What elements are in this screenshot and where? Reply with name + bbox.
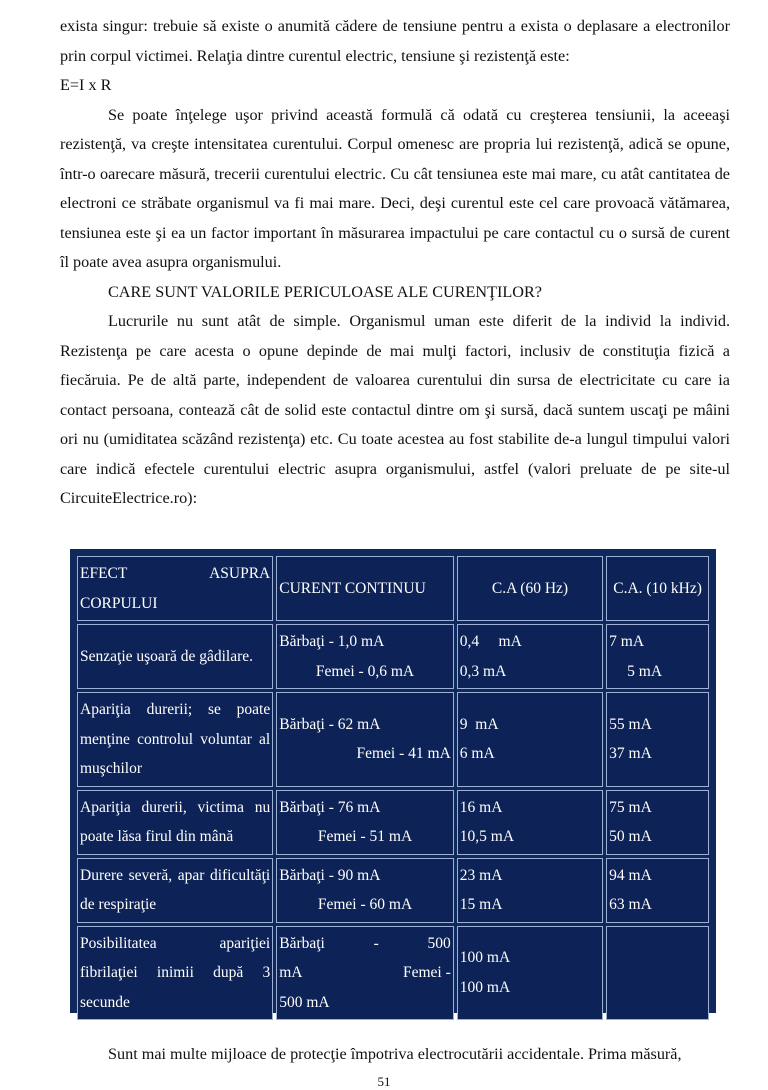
text-block-top	[60, 12, 730, 514]
paragraph-4: Sunt mai multe mijloace de protecţie împotriva electrocutării accidentale. Prima măsură,	[108, 1045, 682, 1063]
row-effect: Senzaţie uşoară de gâdilare.	[77, 624, 273, 689]
header-effect: EFECT ASUPRA CORPULUI	[77, 556, 273, 621]
row-ac10k: 75 mA 50 mA	[606, 790, 709, 855]
row-ac60: 9 mA 6 mA	[457, 692, 603, 787]
row-dc: Bărbaţi - 1,0 mA Femei - 0,6 mA	[276, 624, 454, 689]
table-row	[77, 858, 709, 923]
effects-table-frame	[70, 549, 716, 1013]
paragraph-1: exista singur: trebuie să existe o anumită cădere de tensiune pentru a exista o deplasare a electronilor prin corpul victimei. Relaţia dintre curentul electric, tensiune şi rezistenţă este:	[60, 17, 730, 65]
row-effect: Durere severă, apar dificultăţi de respiraţie	[77, 858, 273, 923]
row-dc: Bărbaţi - 500 mA Femei - 500 mA	[276, 926, 454, 1021]
row-ac60: 16 mA 10,5 mA	[457, 790, 603, 855]
formula: E=I x R	[60, 76, 112, 94]
row-effect: Posibilitatea apariţiei fibrilaţiei inimii după 3 secunde	[77, 926, 273, 1021]
paragraph-2: Se poate înţelege uşor privind această formulă că odată cu creşterea tensiunii, la aceeaşi rezistenţă, va creşte intensitatea curentului. Corpul omenesc are propria lui rezistenţă, adică se opune, într-o oarecare măsură, trecerii curentului electric. Cu cât tensiunea este mai mare, cu atât cantitatea de electroni ce străbate organismul va fi mai mare. Deci, deşi curentul este cel care provoacă vătămarea, tensiunea este şi ea un factor important în măsurarea impactului pe care contactul cu o sursă de curent îl poate avea asupra organismului.	[60, 105, 730, 271]
row-dc: Bărbaţi - 62 mA Femei - 41 mA	[276, 692, 454, 787]
row-ac60: 23 mA 15 mA	[457, 858, 603, 923]
table-row	[77, 624, 709, 689]
table-row	[77, 926, 709, 1021]
row-effect: Apariţia durerii, victima nu poate lăsa firul din mână	[77, 790, 273, 855]
section-heading: CARE SUNT VALORILE PERICULOASE ALE CURENŢILOR?	[108, 282, 542, 301]
table-header-row	[77, 556, 709, 621]
row-ac60: 0,4 mA 0,3 mA	[457, 624, 603, 689]
table-row	[77, 692, 709, 787]
row-ac10k	[606, 926, 709, 1021]
row-dc: Bărbaţi - 76 mA Femei - 51 mA	[276, 790, 454, 855]
row-ac10k: 7 mA 5 mA	[606, 624, 709, 689]
header-dc: CURENT CONTINUU	[276, 556, 454, 621]
row-ac60: 100 mA 100 mA	[457, 926, 603, 1021]
text-block-bottom	[60, 1040, 730, 1070]
row-ac10k: 55 mA 37 mA	[606, 692, 709, 787]
header-ac10k: C.A. (10 kHz)	[606, 556, 709, 621]
row-dc: Bărbaţi - 90 mA Femei - 60 mA	[276, 858, 454, 923]
table-row	[77, 790, 709, 855]
effects-table	[74, 553, 712, 1023]
row-effect: Apariţia durerii; se poate menţine controlul voluntar al muşchilor	[77, 692, 273, 787]
paragraph-3: Lucrurile nu sunt atât de simple. Organismul uman este diferit de la individ la individ. Rezistenţa pe care acesta o opune depinde de mai mulţi factori, inclusiv de constituţia fizică a fiecăruia. Pe de altă parte, independent de valoarea curentului din sursa de electricitate cu care ia contact persoana, contează cât de solid este contactul dintre om şi sursă, dacă suntem uscaţi pe mâini ori nu (umiditatea scăzând rezistenţa) etc. Cu toate acestea au fost stabilite de-a lungul timpului valori care indică efectele curentului electric asupra organismului, astfel (valori preluate de pe site-ul CircuiteElectrice.ro):	[60, 312, 730, 507]
row-ac10k: 94 mA 63 mA	[606, 858, 709, 923]
page-number: 51	[377, 1074, 391, 1089]
header-ac60: C.A (60 Hz)	[457, 556, 603, 621]
